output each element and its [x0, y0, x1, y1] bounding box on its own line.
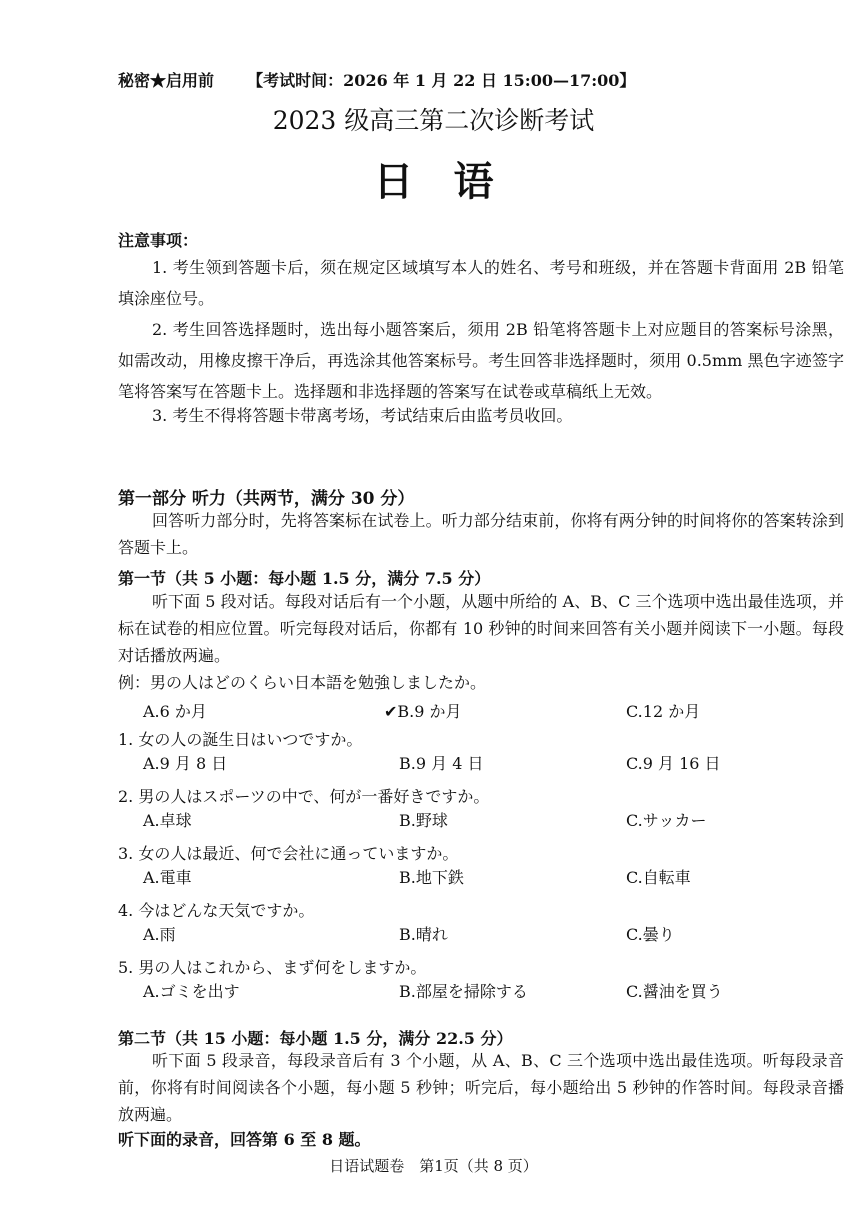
question-2-option-b: B.野球: [399, 811, 448, 830]
exam-header-line: [118, 68, 635, 91]
question-3-option-a: A.電車: [143, 868, 192, 887]
part1-intro: 回答听力部分时，先将答案标在试卷上。听力部分结束前，你将有两分钟的时间将你的答案转涂到答题卡上。: [118, 511, 844, 557]
question-1: 1. 女の人の誕生日はいつですか。: [118, 730, 363, 749]
question-1-option-a: A.9 月 8 日: [143, 754, 228, 773]
question-3-option-b: B.地下鉄: [399, 868, 464, 887]
question-4: 4. 今はどんな天気ですか。: [118, 901, 315, 920]
notice-item-2: 2. 考生回答选择题时，选出每小题答案后，须用 2B 铅笔将答题卡上对应题目的答案标号涂黑，如需改动，用橡皮擦干净后，再选涂其他答案标号。考生回答非选择题时，须用 0.5mm 黑色字迹签字笔将答案写在答题卡上。选择题和非选择题的答案写在试卷或草稿纸上无效。: [118, 320, 844, 401]
question-5-option-c: C.醤油を買う: [626, 982, 723, 1001]
notice-item-3: 3. 考生不得将答题卡带离考场，考试结束后由监考员收回。: [152, 406, 573, 425]
question-4-option-b: B.晴れ: [399, 925, 448, 944]
question-3-option-c: C.自転車: [626, 868, 691, 887]
part1-heading: 第一部分 听力（共两节，满分 30 分）: [118, 489, 415, 509]
question-2-option-a: A.卓球: [143, 811, 192, 830]
example-option-b-label: B.9 か月: [397, 702, 462, 721]
page-footer: 日语试题卷 第1页（共 8 页）: [329, 1157, 538, 1175]
question-4-option-a: A.雨: [143, 925, 176, 944]
confidential-label: 秘密★启用前: [118, 71, 215, 90]
example-option-c: C.12 か月: [626, 702, 701, 721]
notice-item-1: 1. 考生领到答题卡后，须在规定区域填写本人的姓名、考号和班级，并在答题卡背面用 2B 铅笔填涂座位号。: [118, 258, 844, 308]
example-question: 例：男の人はどのくらい日本語を勉強しましたか。: [118, 673, 487, 692]
question-1-option-c: C.9 月 16 日: [626, 754, 721, 773]
example-option-a: A.6 か月: [143, 702, 207, 721]
question-1-option-b: B.9 月 4 日: [399, 754, 484, 773]
section2-heading: 第二节（共 15 小题：每小题 1.5 分，满分 22.5 分）: [118, 1029, 513, 1048]
example-option-b: [384, 699, 462, 722]
section1-heading: 第一节（共 5 小题：每小题 1.5 分，满分 7.5 分）: [118, 569, 491, 588]
subject-title: 日语: [373, 158, 534, 205]
section1-instructions: 听下面 5 段对话。每段对话后有一个小题，从题中所给的 A、B、C 三个选项中选出最佳选项，并标在试卷的相应位置。听完每段对话后，你都有 10 秒钟的时间来回答有关小题并阅读下一小题。每段对话播放两遍。: [118, 592, 844, 665]
question-4-option-c: C.曇り: [626, 925, 675, 944]
question-3: 3. 女の人は最近、何で会社に通っていますか。: [118, 844, 459, 863]
question-5: 5. 男の人はこれから、まず何をしますか。: [118, 958, 427, 977]
question-2-option-c: C.サッカー: [626, 811, 707, 830]
exam-title: 2023 级高三第二次诊断考试: [272, 106, 595, 135]
check-icon: ✔: [384, 702, 398, 721]
question-5-option-b: B.部屋を掃除する: [399, 982, 528, 1001]
section2-prompt: 听下面的录音，回答第 6 至 8 题。: [118, 1130, 371, 1149]
exam-time: 【考试时间：2026 年 1 月 22 日 15:00—17:00】: [247, 71, 636, 90]
question-2: 2. 男の人はスポーツの中で、何が一番好きですか。: [118, 787, 490, 806]
section2-instructions: 听下面 5 段录音，每段录音后有 3 个小题，从 A、B、C 三个选项中选出最佳选项。听每段录音前，你将有时间阅读各个小题，每小题 5 秒钟；听完后，每小题给出 5 秒钟的作答时间。每段录音播放两遍。: [118, 1051, 844, 1124]
notice-heading: 注意事项：: [118, 231, 199, 250]
question-5-option-a: A.ゴミを出す: [143, 982, 240, 1001]
